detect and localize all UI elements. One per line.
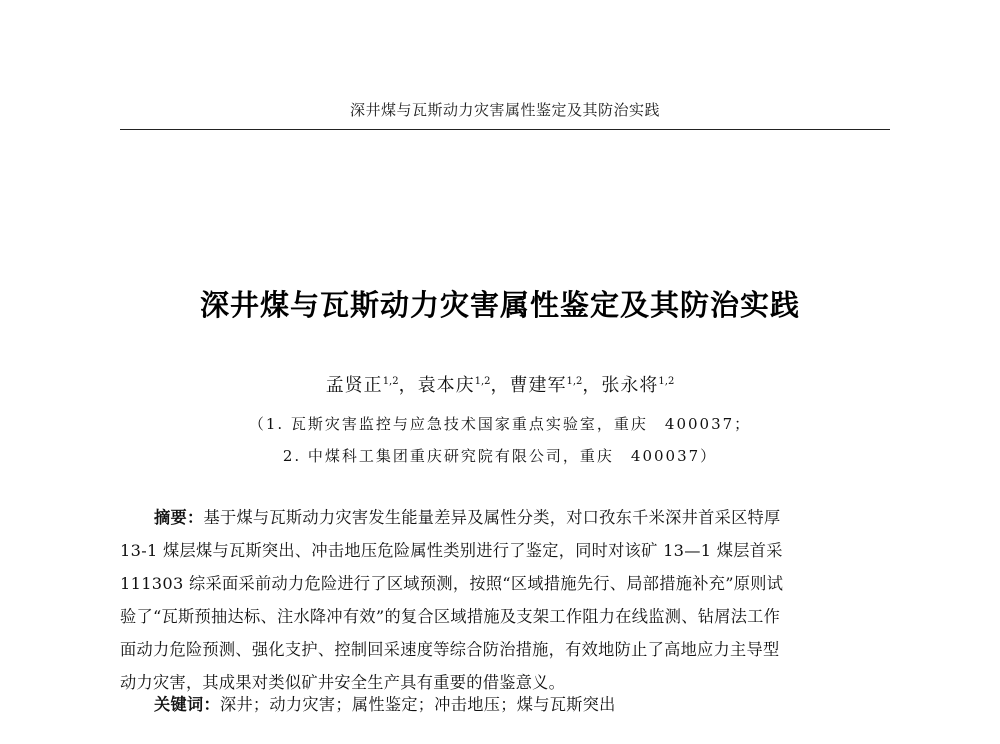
- keywords: [154, 688, 890, 721]
- abstract-line: [120, 501, 890, 534]
- author-affiliation-mark: 1,2: [658, 376, 675, 387]
- header-rule: [120, 129, 890, 130]
- abstract-label: 摘要：: [154, 508, 204, 527]
- affiliation-1: （1. 瓦斯灾害监控与应急技术国家重点实验室，重庆 400037；: [248, 415, 752, 433]
- abstract-line: 面动力危险预测、强化支护、控制回采速度等综合防治措施，有效地防止了高地应力主导型: [120, 640, 780, 659]
- author-name: 孟贤正: [325, 375, 383, 396]
- running-header: 深井煤与瓦斯动力灾害属性鉴定及其防治实践: [349, 101, 660, 119]
- keywords-text: 深井；动力灾害；属性鉴定；冲击地压；煤与瓦斯突出: [219, 695, 616, 714]
- author-separator: ，: [490, 375, 510, 396]
- author-name: 袁本庆: [417, 375, 475, 396]
- author-affiliation-mark: 1,2: [474, 376, 491, 387]
- author-affiliation-mark: 1,2: [382, 376, 399, 387]
- affiliation-2: 2. 中煤科工集团重庆研究院有限公司，重庆 400037）: [282, 447, 718, 465]
- abstract: [120, 501, 890, 699]
- author-name: 张永将: [601, 375, 659, 396]
- keywords-label: 关键词：: [154, 695, 220, 714]
- abstract-line: 111303 综采面采前动力危险进行了区域预测，按照“区域措施先行、局部措施补充”原则试: [120, 574, 784, 593]
- abstract-line: 13-1 煤层煤与瓦斯突出、冲击地压危险属性类别进行了鉴定，同时对该矿 13—1 煤层首采: [120, 541, 783, 560]
- author-affiliation-mark: 1,2: [566, 376, 583, 387]
- abstract-line: 动力灾害，其成果对类似矿井安全生产具有重要的借鉴意义。: [120, 673, 566, 692]
- author-separator: ，: [582, 375, 602, 396]
- abstract-text: 基于煤与瓦斯动力灾害发生能量差异及属性分类，对口孜东千米深井首采区特厚: [203, 508, 781, 527]
- author-separator: ，: [398, 375, 418, 396]
- paper-title: 深井煤与瓦斯动力灾害属性鉴定及其防治实践: [199, 288, 800, 322]
- author-list: [0, 371, 1000, 397]
- abstract-line: 验了“瓦斯预抽达标、注水降冲有效”的复合区域措施及支架工作阻力在线监测、钻屑法工作: [120, 607, 781, 626]
- author-name: 曹建军: [509, 375, 567, 396]
